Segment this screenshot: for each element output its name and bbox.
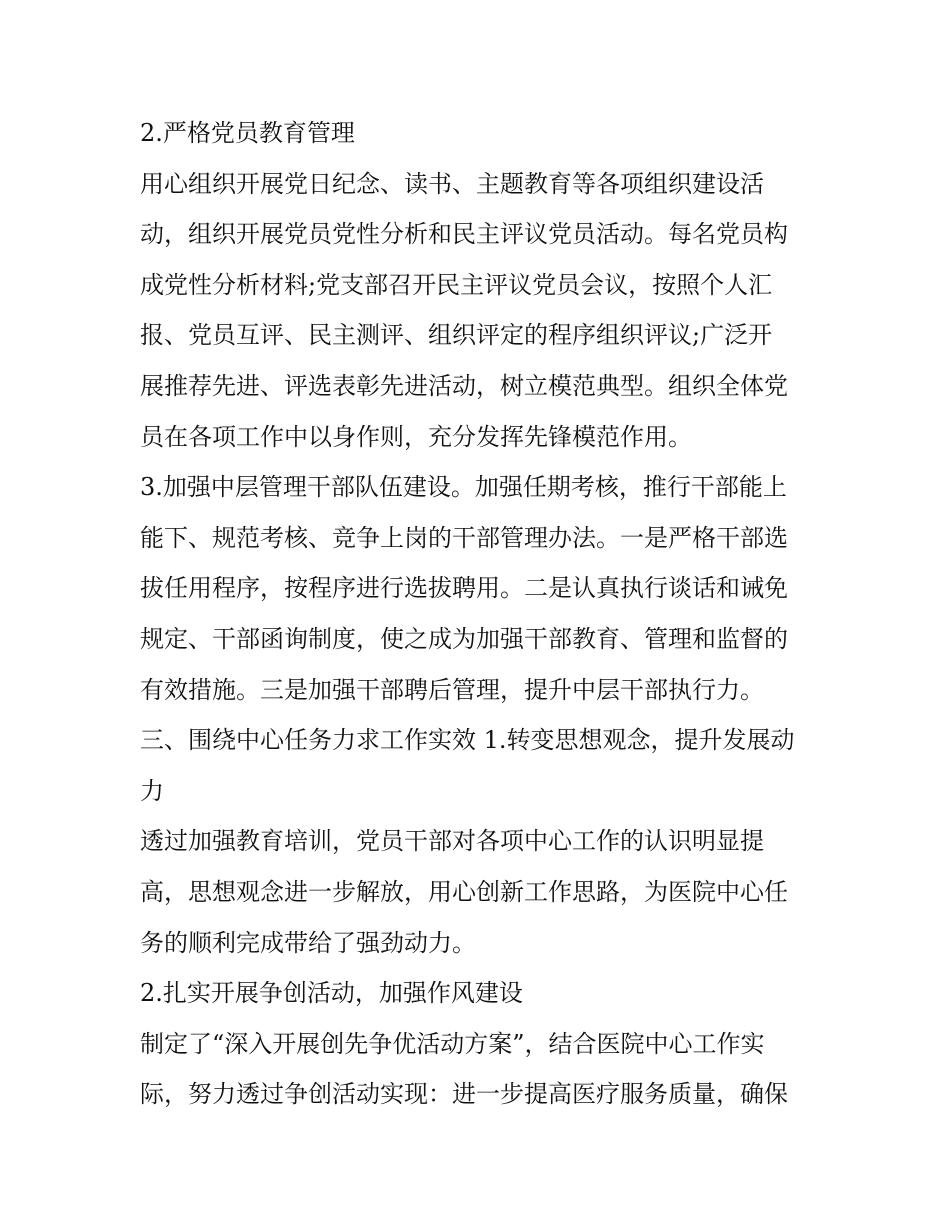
text-line: 拔任用程序，按程序进行选拔聘用。二是认真执行谈话和诫免 (140, 574, 788, 603)
document-body (140, 108, 820, 1120)
text-line: 有效措施。三是加强干部聘后管理，提升中层干部执行力。 (140, 675, 764, 704)
text-line: 务的顺利完成带给了强劲动力。 (140, 928, 476, 957)
text-line: 动，组织开展党员党性分析和民主评议党员活动。每名党员构 (140, 220, 788, 249)
text-line: 透过加强教育培训，党员干部对各项中心工作的认识明显提 (140, 827, 764, 856)
heading-creation-activities: 2.扎实开展争创活动，加强作风建设 (140, 979, 523, 1008)
text-line: 三、围绕中心任务力求工作实效 1.转变思想观念，提升发展动 (140, 726, 795, 755)
text-line: 成党性分析材料;党支部召开民主评议党员会议，按照个人汇 (140, 270, 773, 299)
text-line: 报、党员互评、民主测评、组织评定的程序组织评议;广泛开 (140, 321, 773, 350)
text-line: 员在各项工作中以身作则，充分发挥先锋模范作用。 (140, 422, 692, 451)
text-line: 规定、干部函询制度，使之成为加强干部教育、管理和监督的 (140, 624, 788, 653)
heading-strict-education: 2.严格党员教育管理 (140, 119, 355, 147)
text-line: 能下、规范考核、竞争上岗的干部管理办法。一是严格干部选 (140, 523, 788, 552)
text-line: 高，思想观念进一步解放，用心创新工作思路，为医院中心任 (140, 877, 788, 906)
text-line: 力 (140, 776, 164, 805)
text-line: 际，努力透过争创活动实现：进一步提高医疗服务质量，确保 (140, 1080, 788, 1109)
text-line: 3.加强中层管理干部队伍建设。加强任期考核，推行干部能上 (140, 473, 787, 502)
text-line: 制定了“深入开展创先争优活动方案”，结合医院中心工作实 (140, 1029, 765, 1058)
text-line: 展推荐先进、评选表彰先进活动，树立模范典型。组织全体党 (140, 371, 788, 400)
text-line: 用心组织开展党日纪念、读书、主题教育等各项组织建设活 (140, 169, 764, 198)
